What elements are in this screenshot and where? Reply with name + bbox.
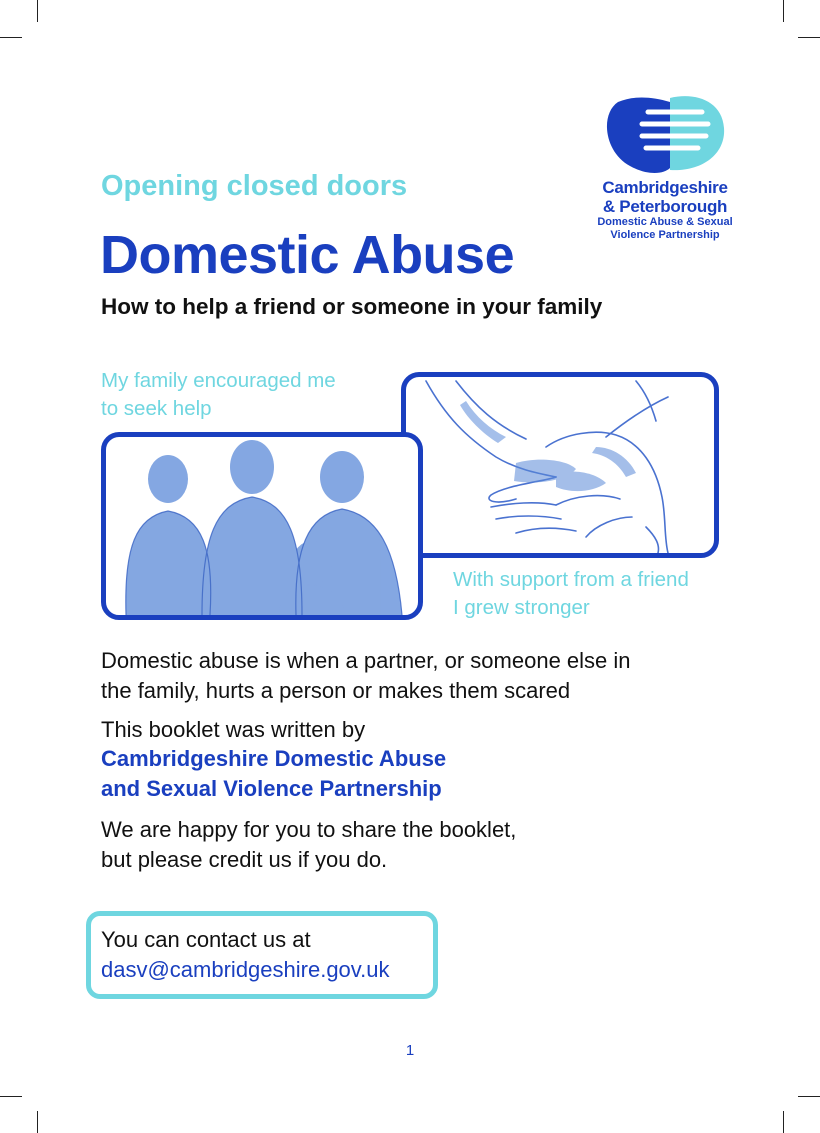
contact-email-link[interactable]: dasv@cambridgeshire.gov.uk [101, 957, 390, 982]
definition-paragraph [101, 646, 631, 706]
family-silhouettes-icon [106, 437, 418, 615]
page-title: Domestic Abuse [100, 225, 515, 285]
friend-caption-line-2: I grew stronger [453, 596, 590, 619]
family-caption [101, 367, 336, 423]
crop-mark [37, 1111, 38, 1133]
crop-mark [0, 1096, 22, 1097]
logo-line-1: Cambridgeshire [602, 178, 728, 197]
crop-mark [783, 1111, 784, 1133]
holding-hands-icon [406, 377, 714, 553]
page-subtitle: How to help a friend or someone in your family [101, 294, 603, 319]
crop-mark [798, 37, 820, 38]
family-illustration [101, 432, 423, 620]
share-line-1: We are happy for you to share the booklet, [101, 817, 517, 842]
hands-logo-icon [598, 94, 738, 184]
crop-mark [37, 0, 38, 22]
definition-line-1: Domestic abuse is when a partner, or someone else in [101, 648, 631, 673]
logo-line-2: & Peterborough [602, 197, 728, 216]
definition-line-2: the family, hurts a person or makes them scared [101, 678, 571, 703]
share-paragraph [101, 815, 516, 875]
org-name-line-2: and Sexual Violence Partnership [101, 776, 442, 801]
org-name-line-1: Cambridgeshire Domestic Abuse [101, 746, 447, 771]
logo-line-4: Violence Partnership [610, 229, 720, 241]
friend-caption-line-1: With support from a friend [453, 568, 689, 591]
org-name [101, 744, 446, 804]
logo-text [590, 178, 740, 242]
crop-mark [0, 37, 22, 38]
friend-caption [453, 566, 689, 622]
kicker-text: Opening closed doors [101, 170, 408, 202]
logo-line-3: Domestic Abuse & Sexual [597, 216, 733, 228]
share-line-2: but please credit us if you do. [101, 847, 388, 872]
written-by-text: This booklet was written by [101, 717, 366, 742]
crop-mark [798, 1096, 820, 1097]
page-number: 1 [405, 1042, 415, 1059]
family-caption-line-1: My family encouraged me [101, 369, 336, 392]
contact-intro: You can contact us at [101, 927, 311, 952]
crop-mark [783, 0, 784, 22]
hands-illustration [401, 372, 719, 558]
family-caption-line-2: to seek help [101, 397, 212, 420]
contact-text [101, 925, 390, 985]
